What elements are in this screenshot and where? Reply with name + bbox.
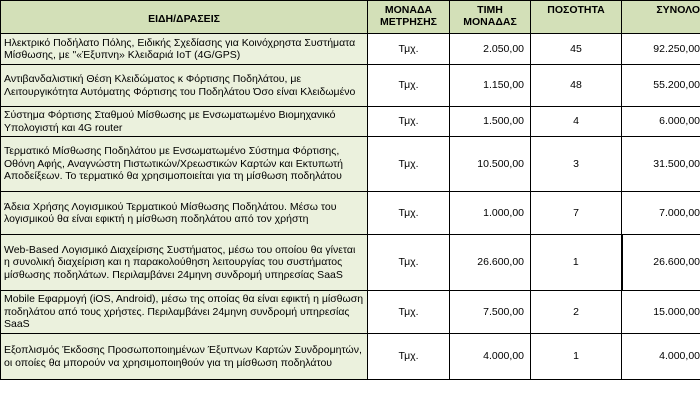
row-quantity: 1 <box>531 334 622 380</box>
row-unit: Τμχ. <box>368 235 450 291</box>
row-price: 10.500,00 <box>450 137 531 192</box>
row-price: 1.500,00 <box>450 107 531 137</box>
row-description: Mobile Εφαρμογή (iOS, Android), μέσω της οποίας θα είναι εφικτή η μίσθωση ποδηλάτου από τους χρήστες. Περιλαμβάνει 24μηνη συνδρομή υπηρεσίας SaaS <box>1 291 368 334</box>
row-price: 1.000,00 <box>450 192 531 235</box>
table-row <box>1 235 700 291</box>
row-total: 26.600,00 <box>622 235 700 291</box>
row-total: 92.250,00 <box>622 34 700 65</box>
table-row <box>1 34 700 65</box>
row-unit: Τμχ. <box>368 192 450 235</box>
row-quantity: 2 <box>531 291 622 334</box>
row-total: 55.200,00 <box>622 65 700 107</box>
header-unit <box>368 1 450 34</box>
header-unit-line1: ΜΟΝΑΔΑ <box>384 4 433 16</box>
row-description: Εξοπλισμός Έκδοσης Προσωποποιημένων Έξυπνων Καρτών Συνδρομητών, οι οποίες θα μπορούν να χρησιμοποιηθούν για τη μίσθωση ποδηλάτου <box>1 334 368 380</box>
row-quantity: 1 <box>531 235 622 291</box>
row-quantity: 48 <box>531 65 622 107</box>
row-unit: Τμχ. <box>368 34 450 65</box>
row-description: Αντιβανδαλιστική Θέση Κλειδώματος κ Φόρτισης Ποδηλάτου, με Λειτουργικότητα Αυτόματης Φόρτισης του Ποδηλάτου Όσο είναι Κλειδωμένο <box>1 65 368 107</box>
row-unit: Τμχ. <box>368 137 450 192</box>
header-total: ΣΥΝΟΛΟ <box>622 1 700 34</box>
row-unit: Τμχ. <box>368 107 450 137</box>
header-description: ΕΙΔΗ/ΔΡΑΣΕΙΣ <box>1 1 368 34</box>
table-row <box>1 192 700 235</box>
table-header-row <box>1 1 700 34</box>
row-total: 7.000,00 <box>622 192 700 235</box>
row-description: Ηλεκτρικό Ποδήλατο Πόλης, Ειδικής Σχεδίασης για Κοινόχρηστα Συστήματα Μίσθωσης, με "«Έξυπνη» Κλειδαριά IoT (4G/GPS) <box>1 34 368 65</box>
row-description: Σύστημα Φόρτισης Σταθμού Μίσθωσης με Ενσωματωμένο Βιομηχανικό Υπολογιστή και 4G router <box>1 107 368 137</box>
table-row <box>1 334 700 380</box>
row-price: 2.050,00 <box>450 34 531 65</box>
row-price: 7.500,00 <box>450 291 531 334</box>
header-price-line1: ΤΙΜΗ <box>477 4 503 16</box>
table-row <box>1 107 700 137</box>
header-quantity: ΠΟΣΟΤΗΤΑ <box>531 1 622 34</box>
row-quantity: 7 <box>531 192 622 235</box>
table-row <box>1 65 700 107</box>
row-unit: Τμχ. <box>368 65 450 107</box>
header-price-line2: ΜΟΝΑΔΑΣ <box>463 16 517 28</box>
row-description: Άδεια Χρήσης Λογισμικού Τερματικού Μίσθωσης Ποδηλάτου. Μέσω του λογισμικού θα είναι εφικτή η μίσθωση ποδηλάτου από τον χρήστη <box>1 192 368 235</box>
row-price: 1.150,00 <box>450 65 531 107</box>
header-price <box>450 1 531 34</box>
row-quantity: 4 <box>531 107 622 137</box>
row-total: 15.000,00 <box>622 291 700 334</box>
table-row <box>1 291 700 334</box>
row-quantity: 3 <box>531 137 622 192</box>
row-unit: Τμχ. <box>368 334 450 380</box>
row-total: 31.500,00 <box>622 137 700 192</box>
header-unit-line2: ΜΕΤΡΗΣΗΣ <box>380 16 437 28</box>
row-unit: Τμχ. <box>368 291 450 334</box>
row-total: 6.000,00 <box>622 107 700 137</box>
row-price: 26.600,00 <box>450 235 531 291</box>
row-description: Web-Based Λογισμικό Διαχείρισης Συστήματος, μέσω του οποίου θα γίνεται η συνολική διαχείριση και η παρακολούθηση λειτουργίας του συστήματος μίσθωσης ποδηλάτων. Περιλαμβάνει 24μηνη συνδρομή υπηρεσίας SaaS <box>1 235 368 291</box>
table-row <box>1 137 700 192</box>
row-description: Τερματικό Μίσθωσης Ποδηλάτου με Ενσωματωμένο Σύστημα Φόρτισης, Οθόνη Αφής, Αναγνώστη Πιστωτικών/Χρεωστικών Καρτών και Εκτυπωτή Αποδείξεων. Το τερματικό θα χρησιμοποιείται για τη μίσθωση ποδηλάτου <box>1 137 368 192</box>
row-total: 4.000,00 <box>622 334 700 380</box>
row-quantity: 45 <box>531 34 622 65</box>
row-price: 4.000,00 <box>450 334 531 380</box>
